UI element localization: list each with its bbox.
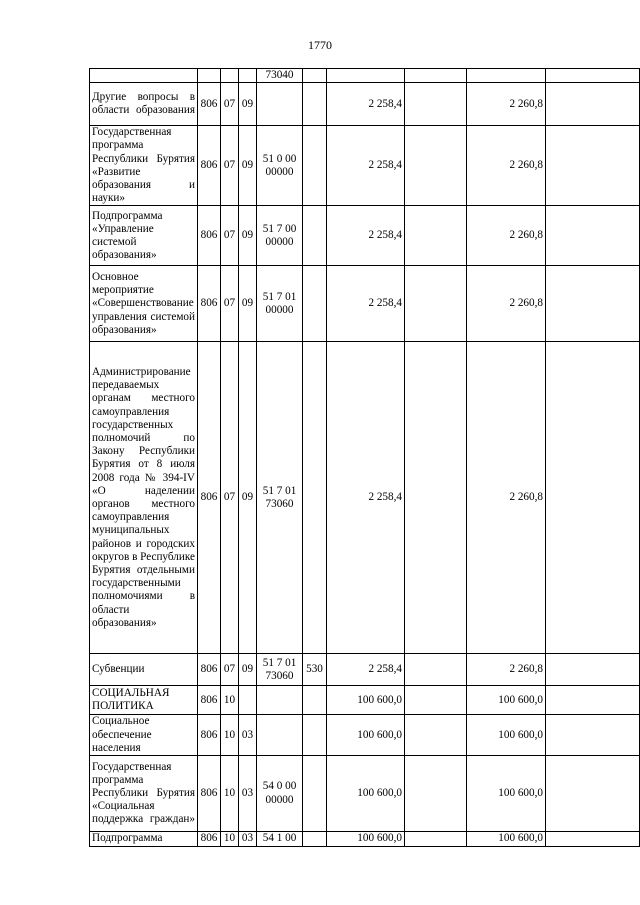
cell-csr: 51 7 01 00000 [257,266,303,342]
row-name: Государственная программа Республики Бурятия «Социальная поддержка граждан» [90,756,198,832]
table-row [90,126,640,206]
cell-sum-2020: 2 260,8 [467,342,546,654]
cell-csr: 51 7 01 73060 [257,654,303,686]
cell-rz [221,69,239,83]
cell-rz: 10 [221,832,239,847]
cell-csr [257,83,303,126]
cell-empty [405,206,467,266]
cell-pr [239,686,257,715]
cell-csr: 54 0 00 00000 [257,756,303,832]
cell-csr [257,686,303,715]
cell-pr: 09 [239,126,257,206]
row-name: Другие вопросы в области образования [90,83,198,126]
cell-sum-2019: 2 258,4 [327,206,405,266]
cell-sum-2019: 100 600,0 [327,756,405,832]
cell-sum-2019: 2 258,4 [327,83,405,126]
table-row [90,832,640,847]
cell-empty [546,654,640,686]
cell-empty [405,756,467,832]
cell-sum-2019 [327,69,405,83]
cell-pr: 03 [239,756,257,832]
cell-sum-2019: 2 258,4 [327,342,405,654]
cell-empty [546,206,640,266]
cell-vr [303,126,327,206]
cell-gr: 806 [198,715,221,756]
row-name: СОЦИАЛЬНАЯ ПОЛИТИКА [90,686,198,715]
cell-empty [405,832,467,847]
cell-empty [405,126,467,206]
cell-gr: 806 [198,686,221,715]
cell-pr: 09 [239,206,257,266]
cell-csr: 51 7 00 00000 [257,206,303,266]
cell-pr: 09 [239,654,257,686]
cell-sum-2020 [467,69,546,83]
cell-vr [303,756,327,832]
cell-rz: 10 [221,686,239,715]
cell-pr: 03 [239,715,257,756]
table-row [90,715,640,756]
row-name: Подпрограмма [90,832,198,847]
cell-csr: 54 1 00 [257,832,303,847]
cell-csr: 73040 [257,69,303,83]
table-row [90,686,640,715]
cell-empty [546,342,640,654]
cell-gr: 806 [198,654,221,686]
cell-gr: 806 [198,832,221,847]
cell-vr [303,832,327,847]
row-name: Субвенции [90,654,198,686]
cell-empty [546,69,640,83]
cell-gr: 806 [198,756,221,832]
cell-rz: 07 [221,266,239,342]
cell-pr: 09 [239,342,257,654]
table-row [90,266,640,342]
cell-sum-2020: 100 600,0 [467,686,546,715]
page-number: 1770 [308,38,332,52]
cell-vr [303,83,327,126]
cell-empty [546,715,640,756]
cell-pr: 03 [239,832,257,847]
row-name [90,69,198,83]
cell-rz: 07 [221,654,239,686]
cell-vr [303,686,327,715]
cell-rz: 07 [221,342,239,654]
cell-sum-2020: 2 260,8 [467,266,546,342]
cell-empty [546,266,640,342]
cell-empty [546,832,640,847]
cell-empty [405,686,467,715]
cell-sum-2020: 2 260,8 [467,126,546,206]
cell-pr: 09 [239,266,257,342]
cell-gr [198,69,221,83]
cell-rz: 07 [221,206,239,266]
cell-empty [546,126,640,206]
cell-sum-2019: 2 258,4 [327,654,405,686]
cell-vr [303,715,327,756]
cell-gr: 806 [198,266,221,342]
table-row [90,654,640,686]
cell-vr [303,69,327,83]
cell-empty [405,83,467,126]
cell-sum-2019: 100 600,0 [327,686,405,715]
cell-empty [405,266,467,342]
cell-rz: 07 [221,83,239,126]
cell-csr [257,715,303,756]
cell-rz: 07 [221,126,239,206]
cell-pr [239,69,257,83]
cell-sum-2020: 2 260,8 [467,83,546,126]
cell-sum-2019: 100 600,0 [327,715,405,756]
table-row [90,69,640,83]
cell-sum-2020: 2 260,8 [467,206,546,266]
cell-pr: 09 [239,83,257,126]
cell-gr: 806 [198,126,221,206]
cell-empty [405,342,467,654]
cell-gr: 806 [198,83,221,126]
cell-rz: 10 [221,715,239,756]
cell-vr [303,206,327,266]
row-name: Подпрограмма «Управление системой образования» [90,206,198,266]
row-name: Основное мероприятие «Совершенствование управления системой образования» [90,266,198,342]
cell-sum-2019: 100 600,0 [327,832,405,847]
table-row [90,83,640,126]
cell-csr: 51 7 01 73060 [257,342,303,654]
cell-csr: 51 0 00 00000 [257,126,303,206]
cell-sum-2020: 2 260,8 [467,654,546,686]
cell-empty [546,686,640,715]
cell-sum-2019: 2 258,4 [327,126,405,206]
row-name: Социальное обеспечение населения [90,715,198,756]
budget-table [89,68,640,847]
table-row [90,342,640,654]
cell-gr: 806 [198,206,221,266]
cell-empty [405,715,467,756]
cell-empty [546,83,640,126]
cell-empty [405,654,467,686]
cell-rz: 10 [221,756,239,832]
cell-sum-2020: 100 600,0 [467,832,546,847]
cell-sum-2019: 2 258,4 [327,266,405,342]
table-row [90,206,640,266]
cell-vr: 530 [303,654,327,686]
cell-empty [546,756,640,832]
row-name: Государственная программа Республики Бурятия «Развитие образования и науки» [90,126,198,206]
cell-empty [405,69,467,83]
cell-sum-2020: 100 600,0 [467,756,546,832]
cell-sum-2020: 100 600,0 [467,715,546,756]
cell-vr [303,266,327,342]
cell-vr [303,342,327,654]
cell-gr: 806 [198,342,221,654]
table-row [90,756,640,832]
row-name: Администрирование передаваемых органам местного самоуправления государственных полномочий по Закону Республики Бурятия от 8 июля 2008 года № 394-IV «О наделении органов местного самоуправления муниципальных районов и городских округов в Республике Бурятия отдельными государственными полномочиями в области образования» [90,342,198,654]
